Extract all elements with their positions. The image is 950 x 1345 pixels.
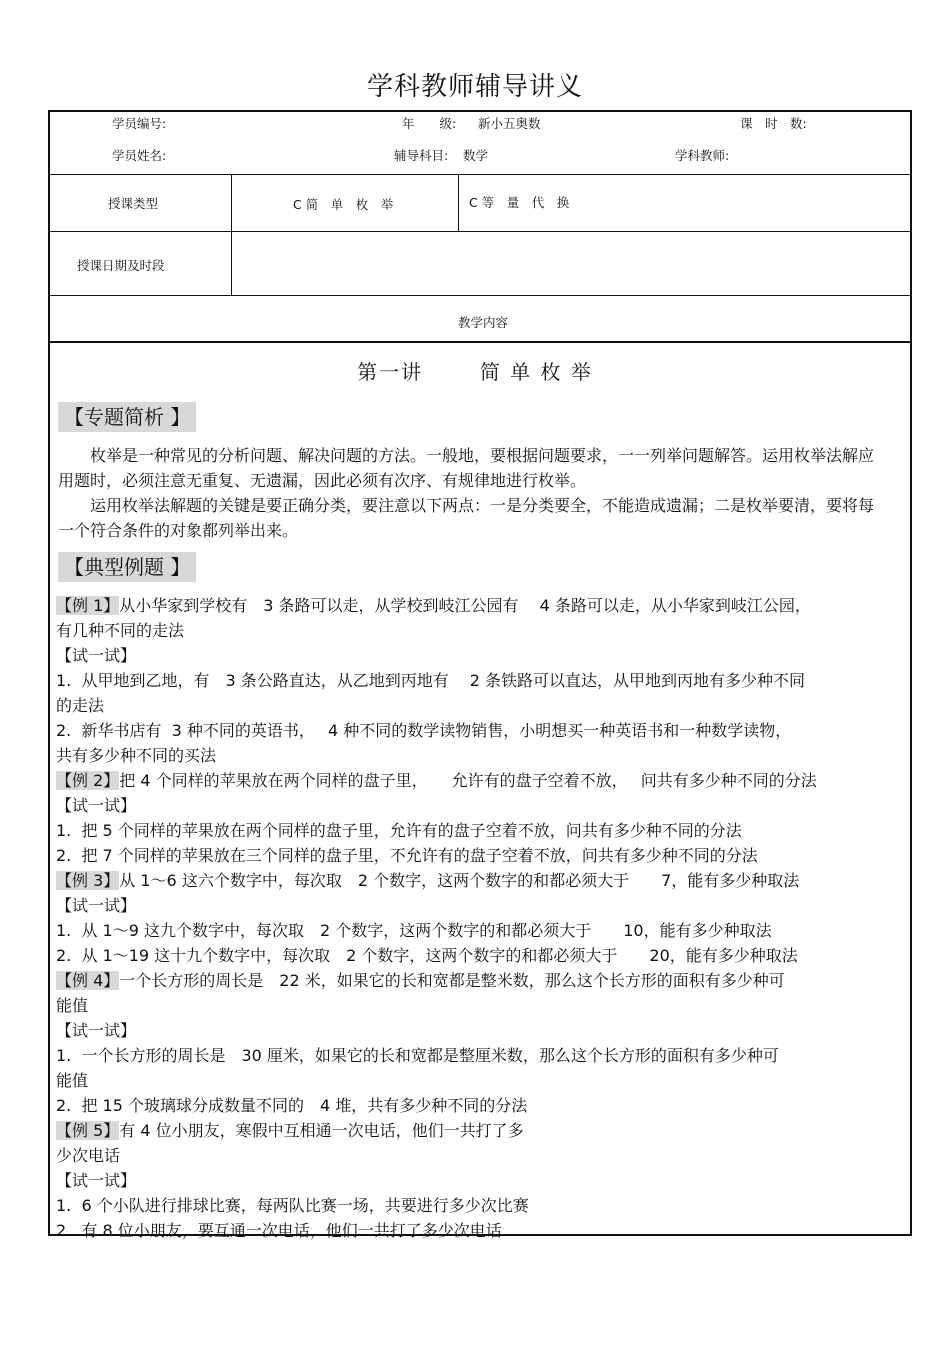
example-line [56, 1218, 906, 1243]
example-line [56, 618, 906, 643]
subject-value: 数学 [463, 148, 489, 163]
example-line [56, 893, 906, 918]
examples-list [56, 593, 906, 1243]
example-line [56, 1143, 906, 1168]
example-line [56, 968, 906, 993]
example-text: 共有多少种不同的买法 [56, 746, 217, 765]
example-line [56, 1118, 906, 1143]
example-line [56, 943, 906, 968]
row-divider [48, 174, 912, 175]
example-line [56, 918, 906, 943]
example-text: 一个长方形的周长是 22 米，如果它的长和宽都是整米数，那么这个长方形的面积有多少种可 [119, 971, 785, 990]
example-tag: 【例 3】 [56, 871, 120, 890]
example-line [56, 993, 906, 1018]
example-text: 2. 把 15 个玻璃球分成数量不同的 4 堆，共有多少种不同的分法 [56, 1096, 528, 1115]
example-text: 2. 把 7 个同样的苹果放在三个同样的盘子里，不允许有的盘子空着不放，问共有多少种不同的分法 [56, 846, 758, 865]
page-title: 学科教师辅导讲义 [366, 72, 583, 102]
example-line [56, 1018, 906, 1043]
example-tag: 【例 5】 [56, 1121, 120, 1140]
student-name-label: 学员姓名: [112, 148, 167, 163]
example-text: 2. 有 8 位小朋友，要互通一次电话，他们一共打了多少次电话 [56, 1221, 502, 1240]
example-text: 1. 从 1～9 这九个数字中，每次取 2 个数字，这两个数字的和都必须大于 10，能有多少种取法 [56, 921, 772, 940]
example-text: 把 4 个同样的苹果放在两个同样的盘子里， 允许有的盘子空着不放， 问共有多少种不同的分法 [119, 771, 817, 790]
column-divider [458, 174, 459, 231]
example-line [56, 743, 906, 768]
date-label: 授课日期及时段 [77, 258, 165, 273]
hours-label: 课 时 数: [740, 116, 807, 131]
section-heading-analysis: 【专题简析 】 [58, 402, 196, 432]
lesson-type-label: 授课类型 [108, 196, 159, 211]
subject-label: 辅导科目: [394, 148, 449, 163]
example-text: 从 1～6 这六个数字中，每次取 2 个数字，这两个数字的和都必须大于 7，能有多少种取法 [119, 871, 800, 890]
lecture-title [0, 356, 950, 385]
example-text: 【试一试】 [56, 1171, 137, 1190]
example-line [56, 1043, 906, 1068]
example-line [56, 668, 906, 693]
example-line [56, 718, 906, 743]
example-line [56, 643, 906, 668]
example-text: 2. 从 1～19 这十九个数字中，每次取 2 个数字，这两个数字的和都必须大于 20，能有多少种取法 [56, 946, 798, 965]
row-divider [48, 341, 912, 343]
example-tag: 【例 1】 [56, 596, 120, 615]
example-text: 的走法 [56, 696, 105, 715]
example-line [56, 868, 906, 893]
analysis-paragraph: 运用枚举法解题的关键是要正确分类，要注意以下两点：一是分类要全，不能造成遗漏；二是枚举要清，要将每一个符合条件的对象都列举出来。 [58, 496, 875, 540]
column-divider [231, 174, 232, 295]
student-no-label: 学员编号: [112, 116, 167, 131]
analysis-text [58, 443, 878, 543]
example-line [56, 793, 906, 818]
lecture-name: 简 单 枚 举 [479, 360, 593, 384]
example-text: 【试一试】 [56, 796, 137, 815]
example-text: 1. 6 个小队进行排球比赛，每两队比赛一场，共要进行多少次比赛 [56, 1196, 529, 1215]
content-label: 教学内容 [458, 315, 509, 330]
example-text: 1. 一个长方形的周长是 30 厘米，如果它的长和宽都是整厘米数，那么这个长方形的面积有多少种可 [56, 1046, 779, 1065]
example-line [56, 768, 906, 793]
example-line [56, 693, 906, 718]
grade-value: 新小五奥数 [478, 116, 541, 131]
example-text: 【试一试】 [56, 1021, 137, 1040]
example-text: 有 4 位小朋友，寒假中互相通一次电话，他们一共打了多 [119, 1121, 524, 1140]
example-text: 能值 [56, 996, 89, 1015]
example-text: 从小华家到学校有 3 条路可以走，从学校到岐江公园有 4 条路可以走，从小华家到岐江公园， [119, 596, 811, 615]
section-heading-examples: 【典型例题 】 [58, 552, 196, 582]
example-line [56, 1093, 906, 1118]
example-text: 【试一试】 [56, 896, 137, 915]
row-divider [48, 295, 912, 296]
analysis-paragraph: 枚举是一种常见的分析问题、解决问题的方法。一般地，要根据问题要求，一一列举问题解答。运用枚举法解应用题时，必须注意无重复、无遗漏，因此必须有次序、有规律地进行枚举。 [58, 446, 875, 490]
example-line [56, 1168, 906, 1193]
example-tag: 【例 4】 [56, 971, 120, 990]
example-text: 1. 从甲地到乙地，有 3 条公路直达，从乙地到丙地有 2 条铁路可以直达，从甲地到丙地有多少种不同 [56, 671, 806, 690]
example-line [56, 818, 906, 843]
example-line [56, 593, 906, 618]
example-line [56, 1068, 906, 1093]
row-divider [48, 231, 912, 232]
grade-label: 年 级: [402, 116, 457, 131]
example-text: 有几种不同的走法 [56, 621, 185, 640]
example-text: 1. 把 5 个同样的苹果放在两个同样的盘子里，允许有的盘子空着不放，问共有多少种不同的分法 [56, 821, 742, 840]
example-line [56, 1193, 906, 1218]
lesson-type-option-substitution: C 等 量 代 换 [469, 195, 570, 210]
example-line [56, 843, 906, 868]
lesson-type-option-enumeration: C 简 单 枚 举 [293, 197, 394, 212]
teacher-label: 学科教师: [675, 148, 730, 163]
lecture-number: 第一讲 [357, 360, 424, 384]
example-text: 2. 新华书店有 3 种不同的英语书， 4 种不同的数学读物销售，小明想买一种英语书和一种数学读物， [56, 721, 792, 740]
example-text: 【试一试】 [56, 646, 137, 665]
example-tag: 【例 2】 [56, 771, 120, 790]
example-text: 少次电话 [56, 1146, 121, 1165]
example-text: 能值 [56, 1071, 89, 1090]
